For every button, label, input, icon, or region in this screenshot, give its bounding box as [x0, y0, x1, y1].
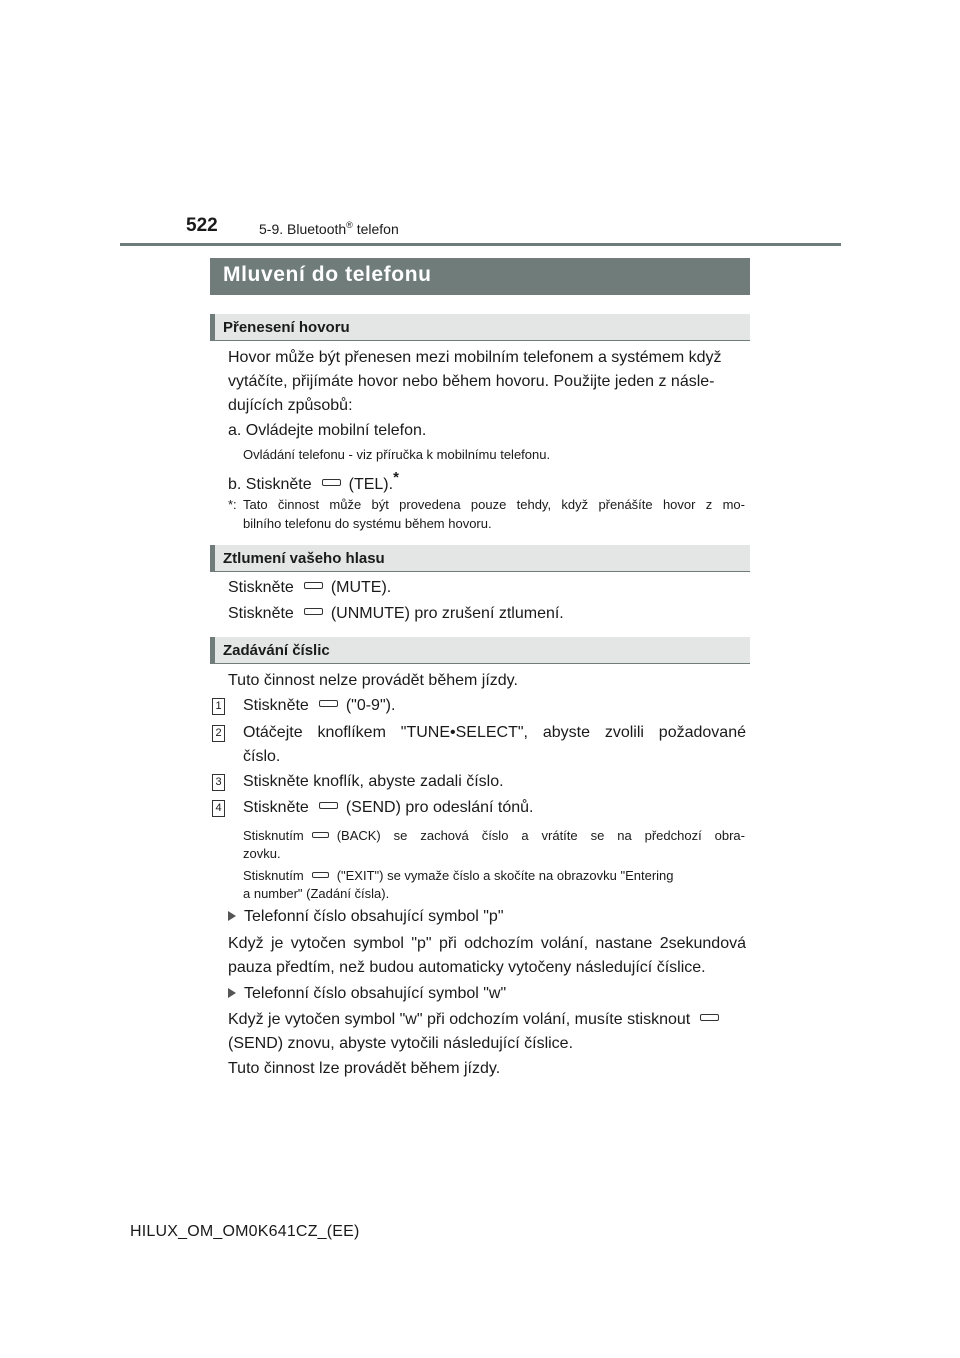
step-number-4: 4 — [212, 800, 225, 817]
exit-note-line-2: a number" (Zadání čísla). — [243, 886, 390, 901]
mute-line — [228, 576, 391, 600]
footnote-line-1: Tato činnost může být provedena pouze tehdy, když přenášíte hovor z mo- — [243, 497, 745, 512]
subheading-mute: Ztlumení vašeho hlasu — [223, 550, 385, 567]
option-b — [228, 466, 399, 497]
page-number: 522 — [186, 215, 218, 236]
step-1-text — [243, 694, 395, 718]
option-a-note: Ovládání telefonu - viz příručka k mobilnímu telefonu. — [243, 447, 551, 462]
w-symbol-line-1-text: Když je vytočen symbol "w" při odchozím volání, musíte stisknout — [228, 1011, 691, 1028]
registered-mark: ® — [346, 220, 353, 230]
footnote-mark: *: — [228, 497, 237, 512]
subheading-bar-transfer — [210, 314, 750, 341]
back-note-line-2: zovku. — [243, 846, 281, 861]
transfer-intro-line-2: vytáčíte, přijímáte hovor nebo během hovoru. Použijte jeden z násle- — [228, 373, 715, 390]
step-4-text — [243, 796, 533, 820]
footnote-star: * — [393, 469, 399, 486]
exit-note-line-1 — [243, 867, 745, 884]
footnote-line-2: bilního telefonu do systému během hovoru. — [243, 516, 492, 531]
p-symbol-heading — [228, 905, 504, 929]
section-prefix: 5-9. Bluetooth — [259, 221, 347, 237]
step-2-line-2: číslo. — [243, 748, 281, 765]
back-button-icon — [312, 832, 329, 838]
section-title-bar — [210, 258, 750, 295]
mute-button-icon — [304, 582, 323, 589]
p-symbol-line-1: Když je vytočen symbol "p" při odchozím volání, nastane 2sekundová — [228, 935, 746, 952]
running-head — [259, 220, 399, 237]
exit-note-suffix: ("EXIT") se vymaže číslo a skočíte na obrazovku "Entering — [336, 868, 674, 883]
subheading-bar-digits — [210, 637, 750, 664]
exit-button-icon — [312, 872, 329, 878]
unmute-suffix: (UNMUTE) pro zrušení ztlumení. — [330, 605, 564, 622]
header-rule — [120, 243, 841, 246]
subheading-bar-mute — [210, 545, 750, 572]
step-number-3: 3 — [212, 774, 225, 791]
back-note-line-1 — [243, 827, 745, 844]
mute-prefix: Stiskněte — [228, 579, 294, 596]
tel-button-icon — [322, 479, 341, 486]
subheading-digits: Zadávání číslic — [223, 642, 330, 659]
w-symbol-line-2: (SEND) znovu, abyste vytočili následující číslice. — [228, 1035, 574, 1052]
transfer-intro-line-1: Hovor může být přenesen mezi mobilním telefonem a systémem když — [228, 349, 722, 366]
unmute-line — [228, 602, 564, 626]
step-1-prefix: Stiskněte — [243, 697, 309, 714]
step-2-line-1: Otáčejte knoflíkem "TUNE•SELECT", abyste zvolili požadované — [243, 724, 746, 741]
send-button-icon — [700, 1014, 719, 1021]
p-symbol-heading-text: Telefonní číslo obsahující symbol "p" — [244, 908, 504, 925]
unmute-prefix: Stiskněte — [228, 605, 294, 622]
w-symbol-heading — [228, 982, 506, 1006]
unmute-button-icon — [304, 608, 323, 615]
w-symbol-heading-text: Telefonní číslo obsahující symbol "w" — [244, 985, 507, 1002]
transfer-intro-line-3: dujících způsobů: — [228, 397, 353, 414]
step-1-suffix: ("0-9"). — [345, 697, 396, 714]
step-3-text: Stiskněte knoflík, abyste zadali číslo. — [243, 773, 504, 790]
step-4-prefix: Stiskněte — [243, 799, 309, 816]
step-number-1: 1 — [212, 698, 225, 715]
option-b-prefix: b. Stiskněte — [228, 476, 312, 493]
option-b-suffix: (TEL). — [348, 476, 394, 493]
exit-note-prefix: Stisknutím — [243, 868, 304, 883]
back-note-prefix: Stisknutím — [243, 828, 304, 843]
digits-intro: Tuto činnost nelze provádět během jízdy. — [228, 672, 518, 689]
p-symbol-line-2: pauza předtím, než budou automaticky vytočeny následující číslice. — [228, 959, 706, 976]
send-button-icon — [319, 802, 338, 809]
page-title: Mluvení do telefonu — [223, 263, 432, 286]
back-note-suffix: (BACK) se zachová číslo a vrátíte se na předchozí obra- — [336, 828, 745, 843]
footer-code: HILUX_OM_OM0K641CZ_(EE) — [130, 1223, 360, 1240]
step-4-suffix: (SEND) pro odeslání tónů. — [345, 799, 534, 816]
mute-suffix: (MUTE). — [330, 579, 392, 596]
section-suffix: telefon — [352, 221, 399, 237]
subheading-transfer: Přenesení hovoru — [223, 319, 350, 336]
final-note: Tuto činnost lze provádět během jízdy. — [228, 1060, 501, 1077]
triangle-bullet-icon — [228, 988, 236, 998]
step-number-2: 2 — [212, 725, 225, 742]
w-symbol-line-1 — [228, 1008, 746, 1032]
triangle-bullet-icon — [228, 911, 236, 921]
digits-button-icon — [319, 700, 338, 707]
option-a: a. Ovládejte mobilní telefon. — [228, 422, 427, 439]
